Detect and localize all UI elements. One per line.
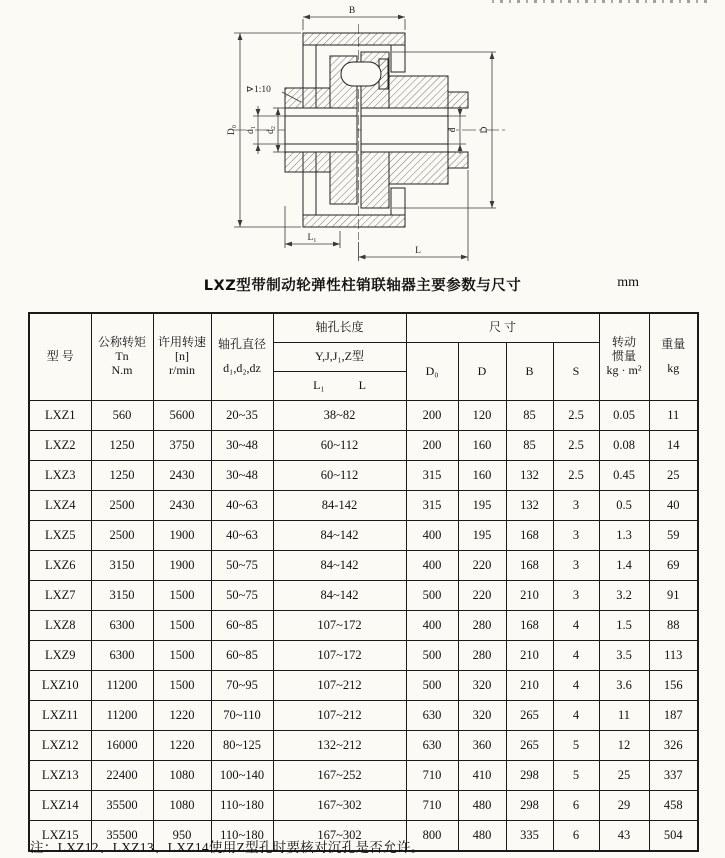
value-cell: 5600 [153,401,211,431]
value-cell: 1500 [153,581,211,611]
value-cell: 69 [649,551,698,581]
model-cell: LXZ11 [29,701,91,731]
value-cell: 3.6 [599,671,649,701]
value-cell: 3 [553,491,599,521]
value-cell: 2430 [153,461,211,491]
value-cell: 500 [406,671,458,701]
value-cell: 168 [506,521,553,551]
value-cell: 630 [406,731,458,761]
value-cell: 132 [506,491,553,521]
value-cell: 60~85 [211,641,273,671]
value-cell: 35500 [91,821,153,852]
value-cell: 280 [458,641,506,671]
value-cell: 298 [506,761,553,791]
value-cell: 400 [406,521,458,551]
value-cell: 458 [649,791,698,821]
table-row [29,521,698,551]
value-cell: 4 [553,641,599,671]
value-cell: 220 [458,581,506,611]
model-cell: LXZ12 [29,731,91,761]
col-header-S: S [553,343,599,401]
value-cell: 113 [649,641,698,671]
value-cell: 265 [506,701,553,731]
table-row [29,401,698,431]
value-cell: 168 [506,551,553,581]
table-row [29,731,698,761]
value-cell: 91 [649,581,698,611]
dim-label-d2: d₂ [266,125,276,135]
value-cell: 504 [649,821,698,852]
value-cell: 2.5 [553,431,599,461]
value-cell: 132~212 [273,731,406,761]
value-cell: 210 [506,641,553,671]
value-cell: 40~63 [211,491,273,521]
value-cell: 1500 [153,611,211,641]
value-cell: 35500 [91,791,153,821]
value-cell: 320 [458,701,506,731]
value-cell: 50~75 [211,581,273,611]
unit-label: mm [617,275,639,290]
table-row [29,701,698,731]
value-cell: 3.5 [599,641,649,671]
page-title: LXZ型带制动轮弹性柱销联轴器主要参数与尺寸 [203,278,522,294]
model-cell: LXZ5 [29,521,91,551]
value-cell: 38~82 [273,401,406,431]
model-cell: LXZ8 [29,611,91,641]
value-cell: 3 [553,551,599,581]
value-cell: 1250 [91,431,153,461]
value-cell: 210 [506,581,553,611]
table-header [29,313,698,401]
value-cell: 4 [553,611,599,641]
value-cell: 11 [649,401,698,431]
value-cell: 167~252 [273,761,406,791]
value-cell: 12 [599,731,649,761]
value-cell: 1.3 [599,521,649,551]
dim-label-L: L [415,246,421,256]
value-cell: 84~142 [273,551,406,581]
value-cell: 3750 [153,431,211,461]
value-cell: 43 [599,821,649,852]
value-cell: 335 [506,821,553,852]
value-cell: 3 [553,521,599,551]
dim-label-L1: L₁ [307,233,317,243]
value-cell: 400 [406,611,458,641]
value-cell: 50~75 [211,551,273,581]
model-cell: LXZ14 [29,791,91,821]
table-row [29,431,698,461]
value-cell: 1220 [153,731,211,761]
value-cell: 156 [649,671,698,701]
value-cell: 120 [458,401,506,431]
value-cell: 4 [553,671,599,701]
model-cell: LXZ9 [29,641,91,671]
model-cell: LXZ2 [29,431,91,461]
value-cell: 70~110 [211,701,273,731]
value-cell: 60~85 [211,611,273,641]
value-cell: 480 [458,791,506,821]
value-cell: 210 [506,671,553,701]
value-cell: 410 [458,761,506,791]
model-cell: LXZ13 [29,761,91,791]
value-cell: 29 [599,791,649,821]
value-cell: 200 [406,431,458,461]
value-cell: 107~212 [273,701,406,731]
table-row [29,461,698,491]
value-cell: 710 [406,761,458,791]
value-cell: 195 [458,491,506,521]
value-cell: 22400 [91,761,153,791]
value-cell: 88 [649,611,698,641]
value-cell: 2.5 [553,461,599,491]
col-header-hole-length: 轴孔长度 [273,313,406,343]
value-cell: 710 [406,791,458,821]
table-body [29,401,698,852]
value-cell: 6300 [91,611,153,641]
value-cell: 160 [458,431,506,461]
value-cell: 3 [553,581,599,611]
value-cell: 0.45 [599,461,649,491]
value-cell: 1220 [153,701,211,731]
value-cell: 1900 [153,551,211,581]
col-header-torque: 公称转矩Tn N.m [91,313,153,401]
value-cell: 16000 [91,731,153,761]
value-cell: 315 [406,491,458,521]
value-cell: 110~180 [211,821,273,852]
value-cell: 0.08 [599,431,649,461]
value-cell: 2500 [91,521,153,551]
value-cell: 0.5 [599,491,649,521]
col-header-D0: D₀ [406,343,458,401]
table-row [29,491,698,521]
value-cell: 60~112 [273,461,406,491]
table-row [29,551,698,581]
col-header-D: D [458,343,506,401]
value-cell: 1500 [153,641,211,671]
col-header-dims-group: 尺 寸 [406,313,599,343]
value-cell: 500 [406,581,458,611]
value-cell: 107~212 [273,671,406,701]
elastic-pin [341,59,388,89]
value-cell: 107~172 [273,641,406,671]
col-header-inertia: 转动 惯量 kg · m² [599,313,649,401]
value-cell: 337 [649,761,698,791]
value-cell: 11200 [91,701,153,731]
dim-label-B: B [348,6,356,16]
value-cell: 160 [458,461,506,491]
value-cell: 70~95 [211,671,273,701]
value-cell: 1.5 [599,611,649,641]
value-cell: 85 [506,431,553,461]
value-cell: 5 [553,761,599,791]
value-cell: 40~63 [211,521,273,551]
value-cell: 59 [649,521,698,551]
col-header-hole-types: Y,J,J₁,Z型 [273,343,406,372]
value-cell: 0.05 [599,401,649,431]
value-cell: 280 [458,611,506,641]
value-cell: 4 [553,701,599,731]
table-row [29,791,698,821]
dim-label-d1: d₁ [246,125,256,135]
value-cell: 30~48 [211,461,273,491]
value-cell: 6 [553,791,599,821]
col-header-speed: 许用转速 [n] r/min [153,313,211,401]
value-cell: 30~48 [211,431,273,461]
value-cell: 11200 [91,671,153,701]
value-cell: 315 [406,461,458,491]
value-cell: 630 [406,701,458,731]
value-cell: 107~172 [273,611,406,641]
value-cell: 167~302 [273,821,406,852]
value-cell: 1080 [153,761,211,791]
value-cell: 360 [458,731,506,761]
value-cell: 80~125 [211,731,273,761]
value-cell: 84~142 [273,521,406,551]
value-cell: 84~142 [273,581,406,611]
dim-label-d: d [448,127,458,133]
value-cell: 2.5 [553,401,599,431]
table-row [29,611,698,641]
model-cell: LXZ10 [29,671,91,701]
col-header-L1-L [273,372,406,401]
title-row [28,274,697,296]
value-cell: 25 [649,461,698,491]
value-cell: 195 [458,521,506,551]
value-cell: 1.4 [599,551,649,581]
value-cell: 110~180 [211,791,273,821]
value-cell: 400 [406,551,458,581]
col-header-model: 型 号 [29,313,91,401]
value-cell: 132 [506,461,553,491]
table-row [29,581,698,611]
taper-label: ⊳1:10 [246,85,271,95]
value-cell: 950 [153,821,211,852]
footnote: 注：LXZ12、LXZ13、LXZ14使用Z型孔时要核对沉孔是否允许。 [30,840,425,855]
col-header-B: B [506,343,553,401]
value-cell: 2500 [91,491,153,521]
value-cell: 220 [458,551,506,581]
value-cell: 100~140 [211,761,273,791]
value-cell: 480 [458,821,506,852]
value-cell: 265 [506,731,553,761]
value-cell: 1080 [153,791,211,821]
model-cell: LXZ4 [29,491,91,521]
value-cell: 6 [553,821,599,852]
value-cell: 84-142 [273,491,406,521]
value-cell: 5 [553,731,599,761]
dimension-B [303,6,405,30]
model-cell: LXZ6 [29,551,91,581]
col-header-L: L [358,378,366,393]
value-cell: 6300 [91,641,153,671]
value-cell: 25 [599,761,649,791]
value-cell: 20~35 [211,401,273,431]
value-cell: 1900 [153,521,211,551]
value-cell: 800 [406,821,458,852]
value-cell: 14 [649,431,698,461]
parameters-table-wrap [28,312,697,852]
value-cell: 200 [406,401,458,431]
value-cell: 1250 [91,461,153,491]
value-cell: 3150 [91,581,153,611]
model-cell: LXZ3 [29,461,91,491]
value-cell: 3.2 [599,581,649,611]
value-cell: 168 [506,611,553,641]
value-cell: 320 [458,671,506,701]
value-cell: 298 [506,791,553,821]
col-header-weight: 重量 kg [649,313,698,401]
value-cell: 187 [649,701,698,731]
value-cell: 500 [406,641,458,671]
model-cell: LXZ7 [29,581,91,611]
model-cell: LXZ15 [29,821,91,852]
value-cell: 167~302 [273,791,406,821]
table-row [29,641,698,671]
coupling-drawing [0,0,725,272]
model-cell: LXZ1 [29,401,91,431]
value-cell: 11 [599,701,649,731]
dim-label-D: D [480,126,490,134]
table-row [29,761,698,791]
value-cell: 560 [91,401,153,431]
value-cell: 3150 [91,551,153,581]
value-cell: 60~112 [273,431,406,461]
value-cell: 1500 [153,671,211,701]
value-cell: 85 [506,401,553,431]
dim-label-D0: D₀ [227,124,237,136]
col-header-L1: L₁ [313,378,325,393]
table-row [29,671,698,701]
value-cell: 40 [649,491,698,521]
col-header-bore: 轴孔直径 d₁,d₂,dz [211,313,273,401]
parameters-table [28,312,699,852]
value-cell: 2430 [153,491,211,521]
value-cell: 326 [649,731,698,761]
